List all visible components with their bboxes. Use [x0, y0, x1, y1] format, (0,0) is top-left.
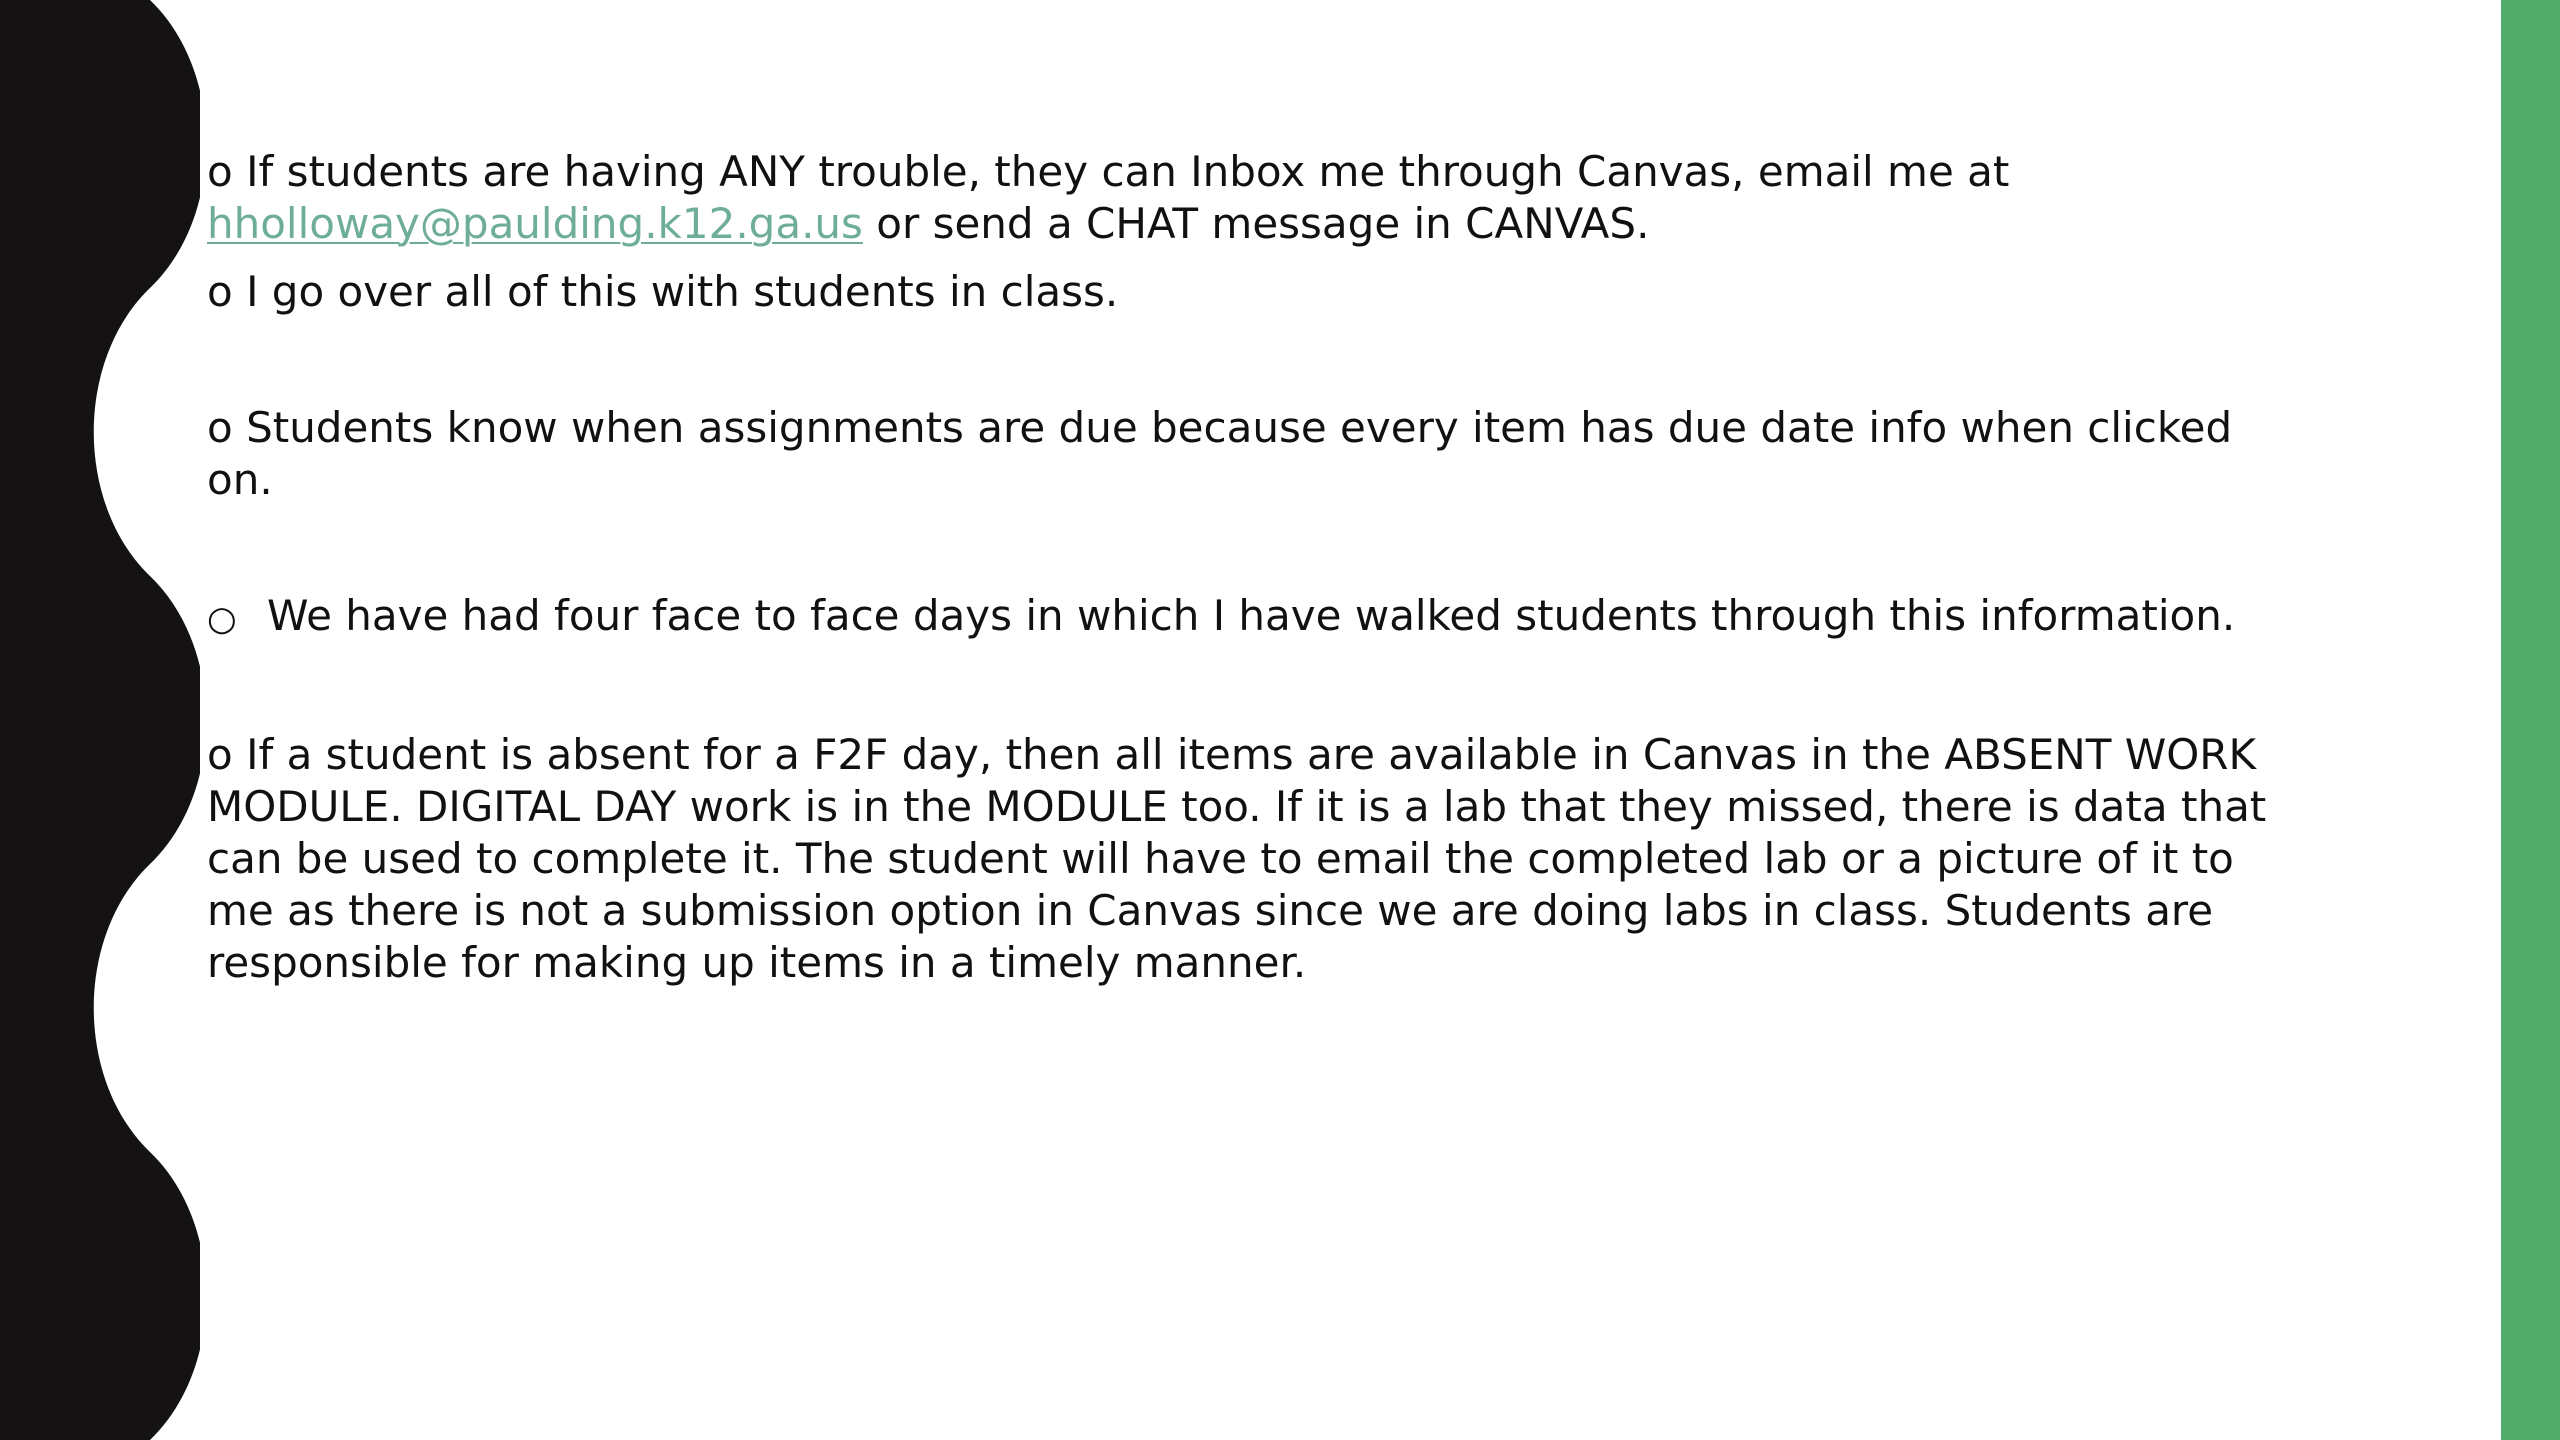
- item-text: We have had four face to face days in which I have walked students through this information.: [267, 591, 2236, 640]
- wave-band-decoration: [0, 0, 200, 1440]
- item-text: or send a CHAT message in CANVAS.: [862, 199, 1650, 248]
- bullet-marker: o: [207, 147, 233, 196]
- bullet-marker: o: [207, 267, 233, 316]
- email-link[interactable]: hholloway@paulding.k12.ga.us: [207, 199, 863, 248]
- bullet-marker: o: [207, 730, 233, 779]
- item-text: Students know when assignments are due because every item has due date info when clicked on.: [207, 403, 2233, 504]
- slide-content: [207, 146, 2307, 989]
- bullet-marker-hollow: ○: [207, 599, 237, 639]
- item-text: If a student is absent for a F2F day, then all items are available in Canvas in the ABSENT WORK MODULE. DIGITAL DAY work is in the MODULE too. If it is a lab that they missed, there is data that can be used to complete it. The student will have to email the completed lab or a picture of it to me as there is not a submission option in Canvas since we are doing labs in class. Students are responsible for making up items in a timely manner.: [207, 730, 2267, 987]
- item-text: If students are having ANY trouble, they can Inbox me through Canvas, email me at: [246, 147, 2010, 196]
- item-text: I go over all of this with students in class.: [246, 267, 1119, 316]
- bullet-item-class: [207, 266, 2307, 318]
- bullet-item-due-dates: [207, 402, 2307, 506]
- bullet-item-trouble: [207, 146, 2307, 250]
- accent-bar: [2501, 0, 2560, 1440]
- wave-shape: [0, 0, 200, 1440]
- bullet-item-face-to-face: [207, 590, 2307, 645]
- bullet-item-absent: [207, 729, 2307, 989]
- bullet-marker: o: [207, 403, 233, 452]
